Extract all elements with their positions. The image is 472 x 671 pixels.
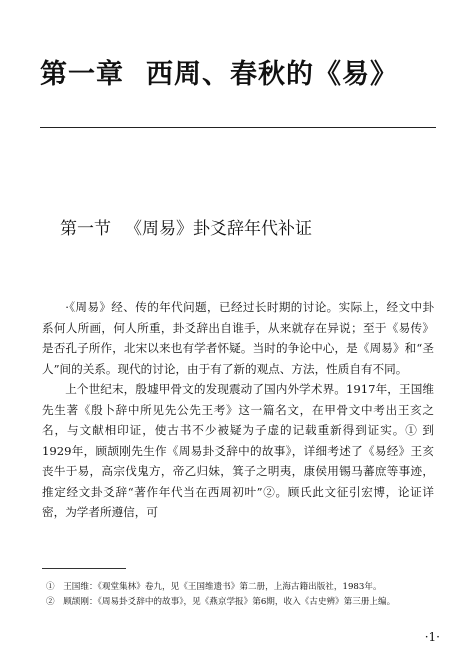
paragraph: ·《周易》经、传的年代问题，已经过长时期的讨论。实际上，经文中卦系何人所画，何人所重，卦爻辞出自谁手，从来就存在异说；至于《易传》是否孔子所作，北宋以来也有学者怀疑。当时的争论中心，是《周易》和“圣人”间的关系。现代的讨论，由于有了新的观点、方法，性质自有不同。 [42, 300, 434, 376]
section-title: 《周易》卦爻辞年代补证 [125, 219, 312, 239]
footnote-divider [42, 568, 126, 569]
footnotes [46, 580, 438, 610]
footnote: ① 王国维：《观堂集林》卷九，见《王国维遗书》第二册，上海古籍出版社，1983年。 [46, 582, 382, 592]
paragraph: 上个世纪末，殷墟甲骨文的发现震动了国内外学术界。1917年，王国维先生著《殷卜辞中所见先公先王考》这一篇名文，在甲骨文中考出王亥之名，与文献相印证，使古书不少被疑为子虚的记载重新得到证实。① 到1929年，顾颉刚先生作《周易卦爻辞中的故事》，详细考述了《易经》王亥丧牛于易，高宗伐鬼方，帝乙归妹，箕子之明夷，康侯用锡马蕃庶等事迹，推定经文卦爻辞“著作年代当在西周初叶”②。顾氏此文征引宏博，论证详密，为学者所遵信，可 [42, 382, 434, 519]
chapter-title: 西周、春秋的《易》 [146, 59, 398, 90]
section-heading [60, 214, 420, 239]
chapter-number: 第一章 [40, 59, 124, 90]
chapter-heading [40, 52, 440, 91]
chapter-divider [40, 127, 436, 128]
body-text [42, 297, 434, 523]
page-number: ·1· [424, 630, 440, 644]
footnote: ② 顾颉刚：《周易卦爻辞中的故事》，见《燕京学报》第6期，收入《古史辨》第三册上编。 [46, 597, 396, 607]
section-number: 第一节 [60, 219, 111, 239]
